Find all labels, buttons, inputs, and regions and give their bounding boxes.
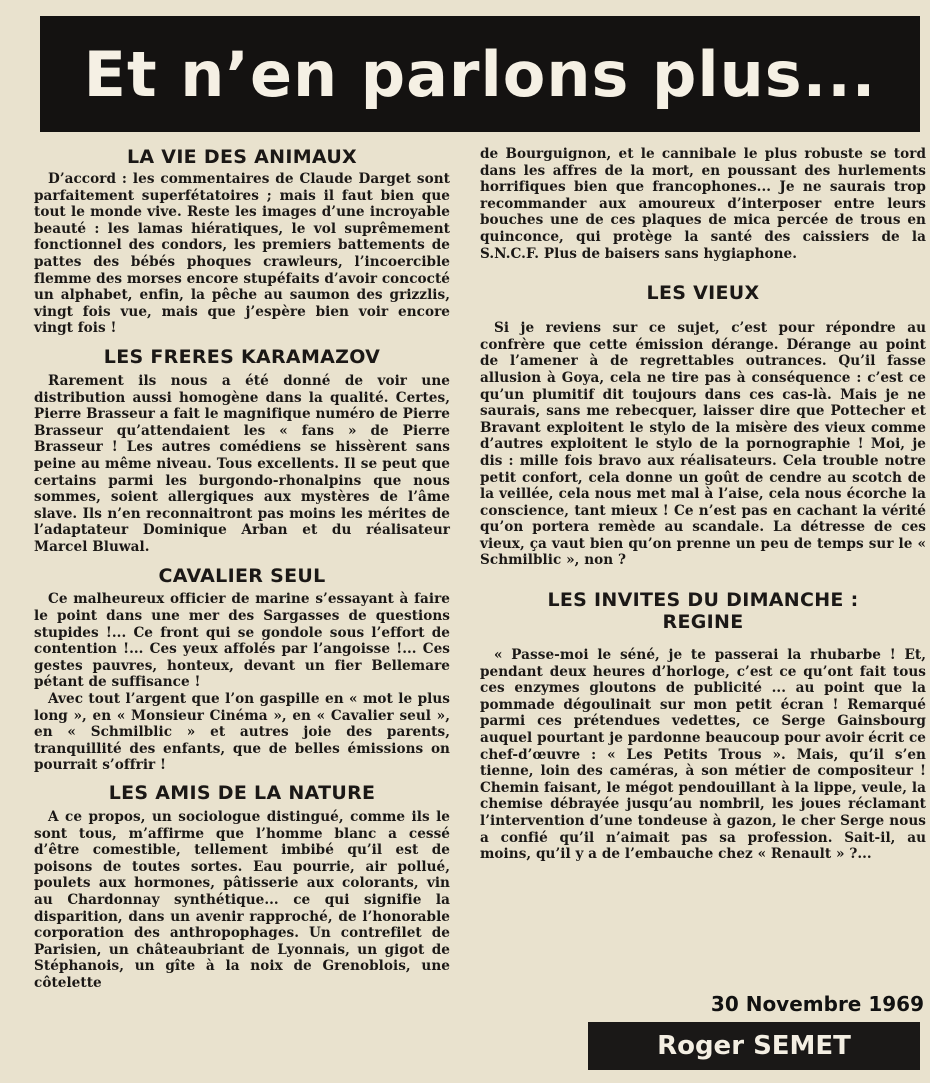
section-heading-karamazov: LES FRERES KARAMAZOV [103, 345, 381, 368]
paragraph: A ce propos, un sociologue distingué, comme ils le sont tous, m’affirme que l’homme blanc a cessé d’être comestible, tellement imbibé qu’il est de poisons de toutes sortes. Eau pourrie, air pollué, poulets aux hormones, pâtisserie aux colorants, vin au Chardonnay synthétique... ce qui signifie la disparition, dans un avenir rapproché, de l’honorable corporation des anthropophages. Un contrefilet de Parisien, un châteaubriant de Lyonnais, un gigot de Stéphanois, un gîte à la noix de Grenoblois, une côtelette [34, 809, 450, 991]
author-signature [588, 1022, 920, 1070]
title-banner [40, 16, 920, 132]
publication-date: 30 Novembre 1969 [710, 992, 924, 1016]
heading-line: LES INVITES DU DIMANCHE : [547, 589, 859, 612]
paragraph: « Passe-moi le séné, je te passerai la rhubarbe ! Et, pendant deux heures d’horloge, c’est ce qu’ont fait tous ces enzymes gloutons de publicité ... au point que la pommade dégoulinait sur mon petit écran ! Remarqué parmi ces prétendues vedettes, ce Serge Gainsbourg auquel pourtant je pardonne beaucoup pour avoir écrit ce chef-d’œuvre : « Les Petits Trous ». Mais, qu’il s’en tienne, loin des caméras, à son métier de compositeur ! Chemin faisant, le mégot pendouillant à la lippe, veule, la chemise débrayée jusqu’au nombril, les joues réclamant l’intervention d’une tondeuse à gazon, le cher Serge nous a confié qu’il n’aimait pas sa profession. Sait-il, au moins, qu’il y a de l’embauche chez « Renault » ?... [480, 647, 926, 863]
heading-line: REGINE [662, 611, 744, 634]
paragraph: Avec tout l’argent que l’on gaspille en « mot le plus long », en « Monsieur Cinéma », en « Cavalier seul », en « Schmilblic » et autres joie des parents, tranquillité des enfants, que de belles émissions on pourrait s’offrir ! [34, 691, 450, 774]
page-title: Et n’en parlons plus... [83, 37, 877, 111]
section-heading-vieux: LES VIEUX [646, 282, 760, 305]
section-heading-nature: LES AMIS DE LA NATURE [108, 782, 376, 804]
author-name: Roger SEMET [657, 1031, 851, 1061]
section-heading-cavalier: CAVALIER SEUL [158, 565, 326, 588]
paragraph: Ce malheureux officier de marine s’essayant à faire le point dans une mer des Sargasses de questions stupides !... Ce front qui se gondole sous l’effort de contention !... Ces yeux affolés par l’angoisse !... Ces gestes pauvres, honteux, devant un fier Bellemare pétant de suffisance ! [34, 591, 450, 691]
paragraph: D’accord : les commentaires de Claude Darget sont parfaitement superfétatoires ; mais il faut bien que tout le monde vive. Reste les images d’une incroyable beauté : les lamas hiératiques, le vol suprêmement fonctionnel des condors, les premiers battements de pattes des bébés phoques crawleurs, l’incoercible flemme des morses encore stupéfaits d’avoir concocté un alphabet, enfin, la pêche au saumon des grizzlis, vingt fois vue, mais que j’espère bien voir encore vingt fois ! [34, 171, 450, 337]
paragraph: Rarement ils nous a été donné de voir une distribution aussi homogène dans la qualité. Certes, Pierre Brasseur a fait le magnifique numéro de Pierre Brasseur qu’attendaient les « fans » de Pierre Brasseur ! Les autres comédiens se hissèrent sans peine au même niveau. Tous excellents. Il se peut que certains parmi les burgondo-rhonalpins que nous sommes, soient allergiques aux mystères de l’âme slave. Ils n’en reconnaitront pas moins les mérites de l’adaptateur Dominique Arban et du réalisateur Marcel Bluwal. [34, 372, 450, 555]
section-heading-animaux: LA VIE DES ANIMAUX [126, 146, 358, 168]
paragraph: Si je reviens sur ce sujet, c’est pour répondre au confrère que cette émission dérange. Dérange au point de l’amener à de regrettables outrances. Qu’il fasse allusion à Goya, cela ne tire pas à conséquence : c’est ce qu’un plumitif dit toujours dans ces cas-là. Mais je ne saurais, sans me rebecquer, laisser dire que Pottecher et Bravant exploitent le stylo de la misère des vieux comme d’autres exploitent le stylo de la pornographie ! Moi, je dis : mille fois bravo aux réalisateurs. Cela trouble notre petit confort, cela donne un goût de cendre au scotch de la veillée, cela nous met mal à l’aise, cela nous écorche la conscience, tant mieux ! Ce n’est pas en cachant la vérité qu’on portera remède au scandale. La détresse de ces vieux, ça vaut bien qu’on prenne un peu de temps sur le « Schmilblic », non ? [480, 320, 926, 569]
section-heading-invites [480, 589, 926, 633]
right-column [480, 146, 926, 863]
paragraph-continued: de Bourguignon, et le cannibale le plus robuste se tord dans les affres de la mort, en poussant des hurlements horrifiques bien que francophones... Je ne saurais trop recommander aux amoureux d’interposer entre leurs bouches une de ces plaques de mica percée de trous en quinconce, qui protège la santé des caissiers de la S.N.C.F. Plus de baisers sans hygiaphone. [480, 146, 926, 262]
left-column [34, 146, 450, 992]
